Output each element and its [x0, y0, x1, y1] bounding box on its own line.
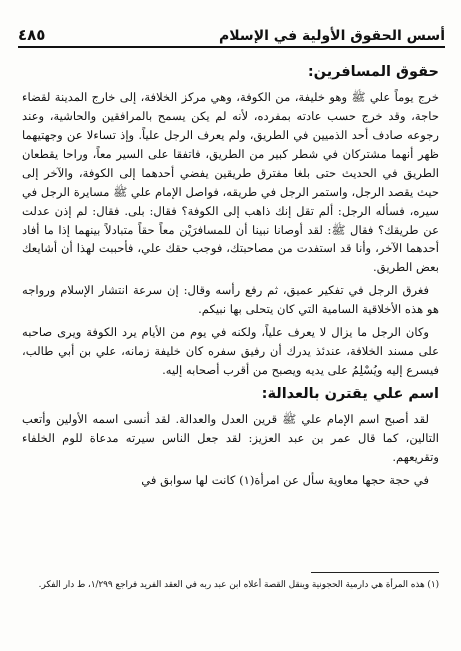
running-header — [18, 20, 445, 48]
paragraph: فغرق الرجل في تفكير عميق، ثم رفع رأسه وقال: إن سرعة انتشار الإسلام ورواجه هو هذه الأخلاقية السامية التي كان يتحلى بها نبيكم. — [22, 283, 439, 317]
footnote: (١) هذه المرأة هي دارمية الحجونية وينقل القصة أعلاه ابن عبد ربه في العقد الفريد فراجع ١/٢٩٩، ط دار الفكر. — [38, 580, 439, 590]
paragraph: في حجة حجها معاوية سأل عن امرأة(١) كانت لها سوابق في — [141, 472, 429, 487]
running-title: أسس الحقوق الأولية في الإسلام — [219, 28, 445, 44]
page-body — [22, 58, 439, 494]
paragraph: خرج يوماً علي ﷺ وهو خليفة، من الكوفة، وهي مركز الخلافة، إلى خارج المدينة لقضاء حاجة، وقد خرج حسب عادته بمفرده، لأنه لم يكن يسمح بالمرافقين والحاشية، وعند رجوعه صادف أحد الذميين في الطريق، ولم يعرف الرجل علياً. وإذ تساءلا عن وجهتيهما ظهر أنهما مشتركان في شطر كبير من الطريق، فاتفقا على السير معاً، وراحا يقطعان الطريق في الحديث حتى بلغا مفترق طريقين يفضي أحدهما إلى الكوفة، والآخر إلى حيث يقصد الرجل، واستمر الرجل في طريقه، فواصل الإمام علي ﷺ مسايرة الرجل في سيره، فسأله الرجل: ألم تقل إنك ذاهب إلى الكوفة؟ فقال: بلى. فقال: لم إذن عدلت عن طريقك؟ فقال ﷺ: لقد أوصانا نبينا أن للمسافرَيْن معاً حقاً متبادلاً بينهما إذا ما أفاد أحدهما الآخر، وأنا قد استفدت من مصاحبتك، فوجب حقك علي، فأحببت لهذا أن أشايعك بعض الطريق. — [22, 90, 439, 275]
section-heading-justice: اسم علي يقترن بالعدالة: — [261, 385, 439, 402]
page-number: ٤٨٥ — [18, 26, 46, 44]
footnote-divider — [311, 572, 439, 573]
paragraph: وكان الرجل ما يزال لا يعرف علياً، ولكنه في يوم من الأيام يرد الكوفة ويرى صاحبه على مسند الخلافة، عندئذ يدرك أن رفيق سفره كان خليفة زمانه، علي بن أبي طالب، فيسرع إليه ويُسْلِمُ على يديه ويصبح من أقرب أصحابه إليه. — [22, 324, 439, 377]
section-heading-travelers: حقوق المسافرين: — [307, 64, 439, 80]
paragraph: لقد أصبح اسم الإمام علي ﷺ قرين العدل والعدالة. لقد أنسى اسمه الأولين وأتعب التالين، كما قال عمر بن عبد العزيز: لقد جعل الناس سيرته مدعاة للوم الخلفاء وتقريعهم. — [22, 411, 439, 464]
